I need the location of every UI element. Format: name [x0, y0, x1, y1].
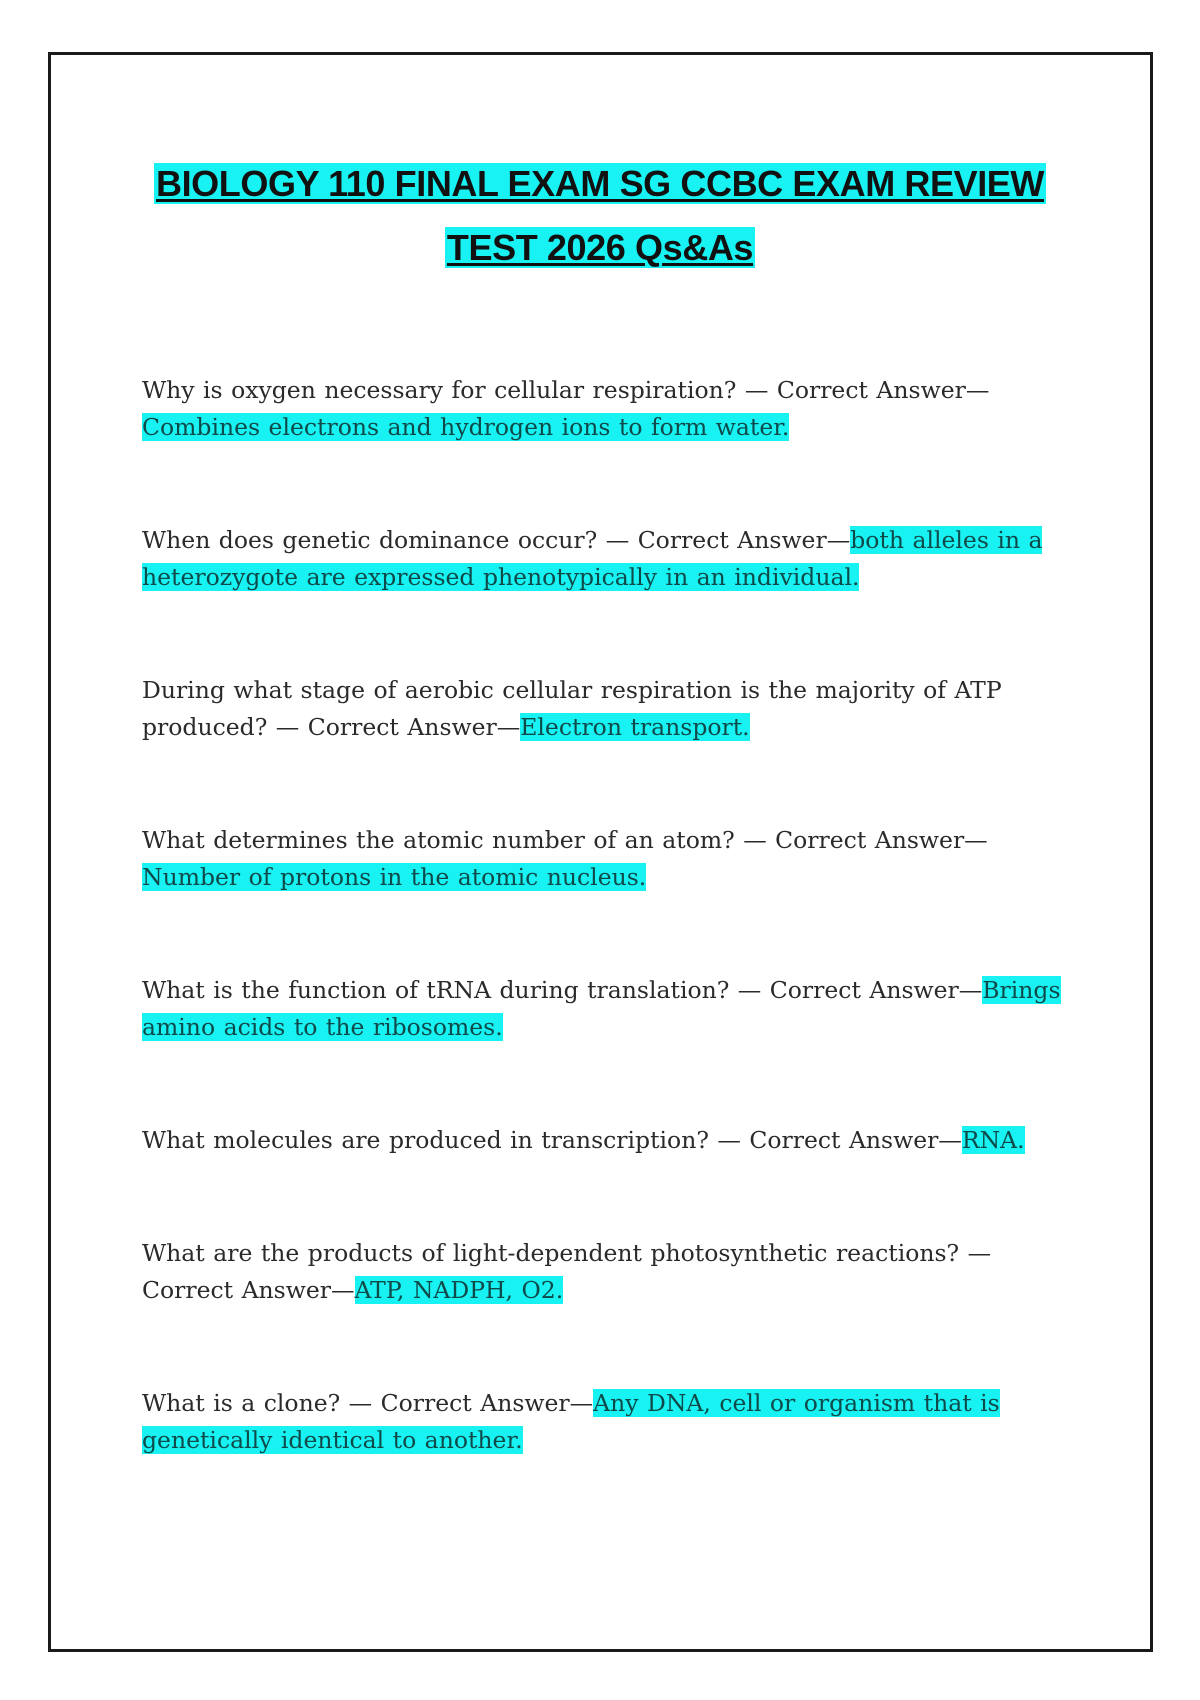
question-text: Why is oxygen necessary for cellular respiration? — Correct Answer—	[142, 376, 990, 404]
qa-item	[142, 1235, 1074, 1309]
answer-highlight: Number of protons in the atomic nucleus.	[142, 863, 647, 891]
answer-highlight: ATP, NADPH, O2.	[354, 1276, 564, 1304]
qa-item	[142, 372, 1074, 446]
answer-highlight: Brings amino acids to the ribosomes.	[142, 976, 1061, 1041]
question-text: What are the products of light-dependent photosynthetic reactions? — Correct Answer—	[142, 1239, 992, 1304]
question-text: What is the function of tRNA during translation? — Correct Answer—	[142, 976, 983, 1004]
qa-item	[142, 1385, 1074, 1459]
question-text: What is a clone? — Correct Answer—	[142, 1389, 594, 1417]
answer-highlight: RNA.	[961, 1126, 1025, 1154]
question-text: What determines the atomic number of an atom? — Correct Answer—	[142, 826, 988, 854]
document-title	[140, 152, 1060, 280]
qa-item	[142, 822, 1074, 896]
qa-list	[142, 372, 1074, 1535]
qa-item	[142, 972, 1074, 1046]
answer-highlight: Electron transport.	[520, 713, 750, 741]
question-text: When does genetic dominance occur? — Correct Answer—	[142, 526, 851, 554]
title-highlight: BIOLOGY 110 FINAL EXAM SG CCBC EXAM REVIEW TEST 2026 Qs&As	[155, 163, 1045, 268]
answer-highlight: both alleles in a heterozygote are expressed phenotypically in an individual.	[142, 526, 1043, 591]
question-text: During what stage of aerobic cellular respiration is the majority of ATP produced? — Correct Answer—	[142, 676, 1002, 741]
qa-item	[142, 522, 1074, 596]
qa-item	[142, 672, 1074, 746]
qa-item	[142, 1122, 1074, 1159]
answer-highlight: Any DNA, cell or organism that is genetically identical to another.	[142, 1389, 1000, 1454]
question-text: What molecules are produced in transcription? — Correct Answer—	[142, 1126, 962, 1154]
answer-highlight: Combines electrons and hydrogen ions to form water.	[142, 413, 790, 441]
